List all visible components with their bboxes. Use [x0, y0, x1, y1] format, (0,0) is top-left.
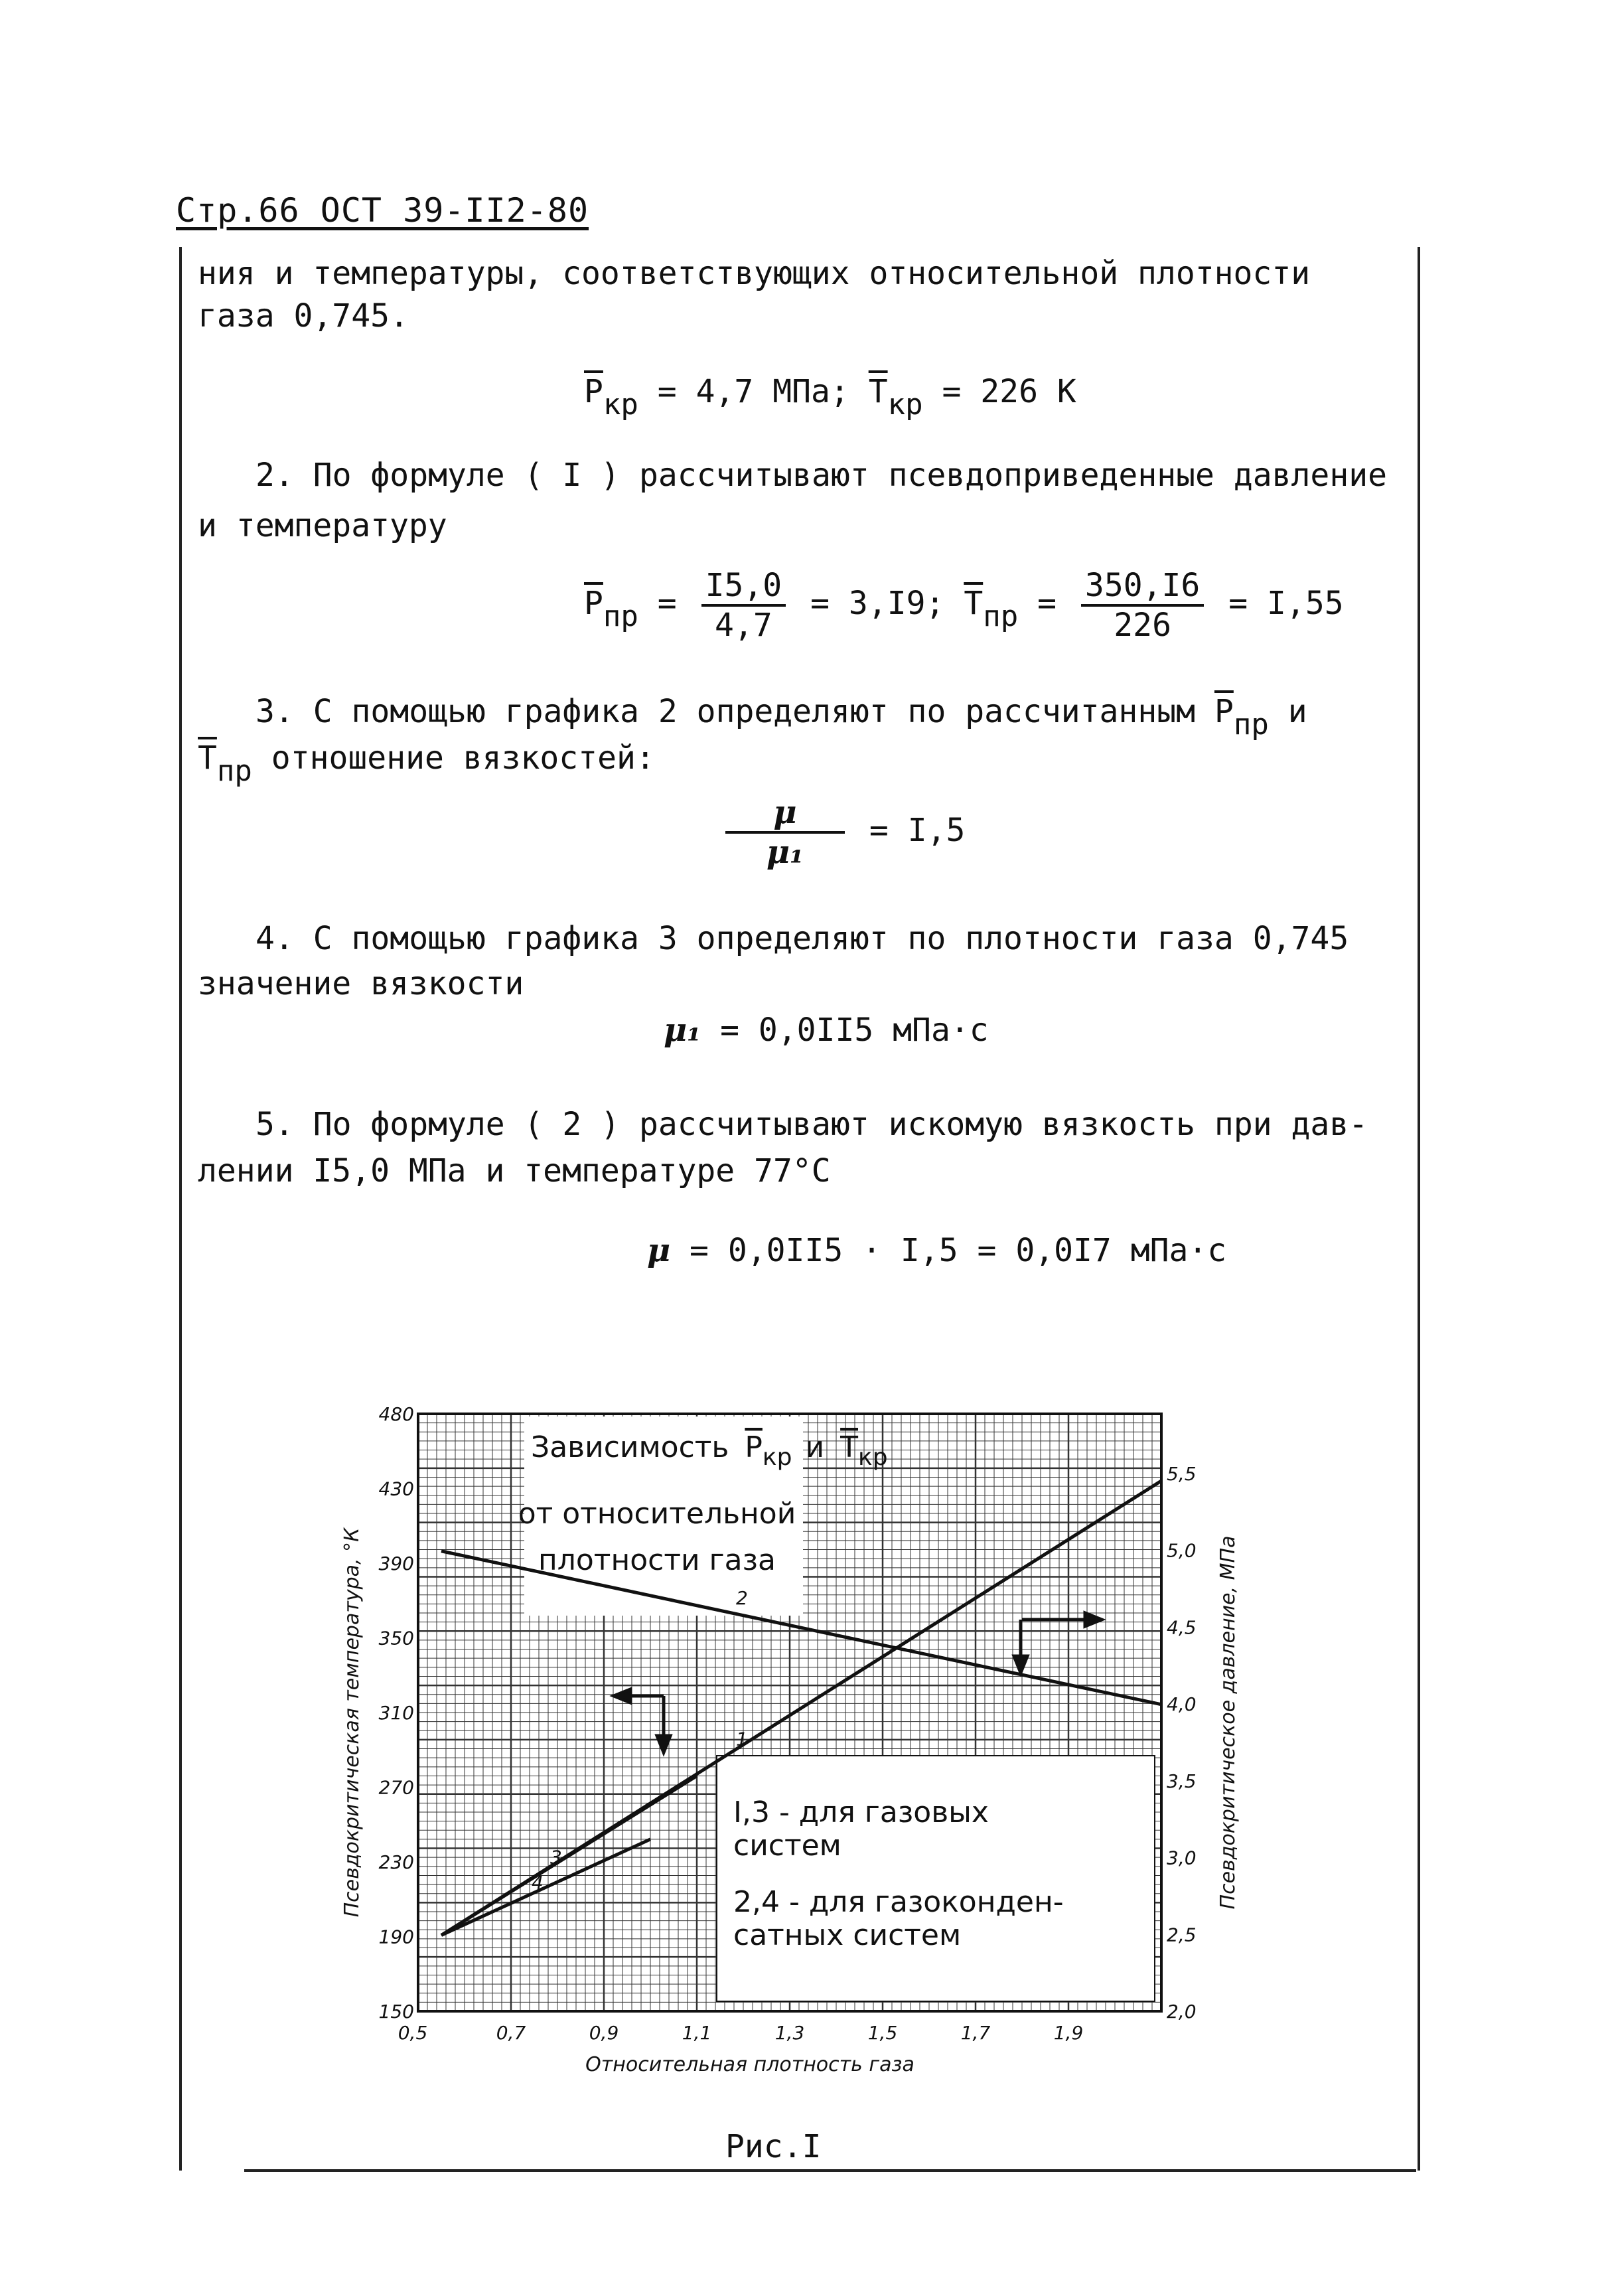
legend-line: систем: [733, 1829, 841, 1863]
x-tick-label: 0,9: [589, 2022, 619, 2044]
arrow-down-icon: [1014, 1656, 1027, 1673]
p-symbol: $\overline{P}$: [584, 585, 603, 622]
x-axis-label: Относительная плотность газа: [585, 2053, 914, 2076]
paragraph-line: ния и температуры, соответствующих относительной плотности: [198, 255, 1311, 292]
legend-box: [717, 1756, 1155, 2001]
arrow-right-icon: [1085, 1613, 1102, 1626]
y-axis-left-label: Псевдокритическая температура, °К: [340, 1527, 364, 1918]
p-subscript: пр: [603, 599, 638, 633]
t-result: = I,55: [1228, 585, 1344, 622]
arrow-left-icon: [614, 1689, 630, 1703]
y-right-tick-label: 5,0: [1167, 1539, 1197, 1562]
arrow-down-icon: [657, 1736, 670, 1752]
x-tick-label: 1,9: [1053, 2022, 1084, 2044]
y-left-tick-label: 480: [378, 1403, 414, 1425]
text: и: [1287, 693, 1307, 730]
equation-mu1: [664, 1012, 989, 1049]
p-subscript: кр: [603, 388, 638, 421]
y-left-tick-label: 150: [378, 2001, 414, 2023]
fraction-mu: [725, 794, 845, 871]
fraction-p: [701, 567, 786, 644]
x-tick-label: 1,1: [682, 2022, 712, 2044]
numerator: μ: [725, 797, 845, 834]
x-tick-label: 1,5: [867, 2022, 898, 2044]
t-value: = 226 К: [942, 373, 1076, 410]
y-left-tick-label: 390: [378, 1553, 414, 1574]
y-left-tick-label: 230: [378, 1851, 414, 1873]
text: отношение вязкостей:: [271, 739, 655, 777]
x-tick-label: 0,5: [398, 2022, 428, 2044]
paragraph-line: значение вязкости: [198, 965, 524, 1002]
chart-title-line2: от относительной: [518, 1497, 796, 1531]
equals: =: [657, 585, 677, 622]
numerator: I5,0: [701, 570, 786, 607]
y-left-tick-label: 270: [378, 1776, 414, 1799]
chart-title-line3: плотности газа: [538, 1543, 776, 1577]
series-line-3: [441, 1776, 697, 1935]
equation-reduced: [584, 567, 1344, 644]
y-left-tick-label: 310: [378, 1702, 414, 1724]
y-right-tick-label: 3,0: [1167, 1847, 1197, 1869]
p-result: = 3,I9;: [810, 585, 945, 622]
arrow-markers: [614, 1613, 1102, 1752]
denominator: 226: [1114, 607, 1171, 644]
t-symbol: $\overline{T}$: [198, 739, 217, 777]
y-right-tick-label: 2,0: [1167, 2001, 1197, 2023]
mu1-result: = 0,0II5 мПа·с: [720, 1012, 989, 1049]
equation-result: [647, 1232, 1227, 1269]
critical-parameters-chart: [312, 1387, 1261, 2104]
p-value: = 4,7 МПа;: [657, 373, 849, 410]
y-right-tick-label: 2,5: [1167, 1924, 1197, 1946]
legend-line: 2,4 - для газоконден-: [733, 1885, 1064, 1919]
p-symbol: $\overline{P}$: [584, 373, 603, 410]
y-right-tick-label: 5,5: [1167, 1463, 1197, 1485]
series-label-2: 2: [736, 1587, 748, 1610]
y-left-tick-label: 430: [378, 1478, 414, 1500]
series-label-3: 3: [550, 1846, 562, 1869]
mu1-symbol: μ₁: [664, 1012, 701, 1049]
y-right-tick-label: 4,0: [1167, 1693, 1197, 1716]
legend-line: I,3 - для газовых: [733, 1796, 989, 1829]
fraction-t: [1081, 567, 1204, 644]
x-tick-label: 0,7: [496, 2022, 526, 2044]
legend-line: сатных систем: [733, 1918, 962, 1952]
paragraph-line: [256, 693, 1307, 741]
t-subscript: кр: [887, 388, 923, 421]
equals: =: [1037, 585, 1057, 622]
equation-viscosity-ratio: [720, 794, 966, 871]
series-label-1: 1: [736, 1728, 748, 1750]
denominator: μ₁: [766, 834, 804, 871]
bottom-rule: [244, 2169, 1416, 2172]
numerator: 350,I6: [1081, 570, 1204, 607]
t-subscript: пр: [983, 599, 1019, 633]
text: 3. С помощью графика 2 определяют по рассчитанным: [256, 693, 1196, 730]
ratio-result: = I,5: [869, 812, 966, 849]
paragraph-line: газа 0,745.: [198, 297, 409, 335]
t-symbol: $\overline{T}$: [868, 373, 888, 410]
paragraph-line: 2. По формуле ( I ) рассчитывают псевдоприведенные давление: [256, 457, 1388, 494]
x-tick-label: 1,3: [774, 2022, 805, 2044]
t-symbol: $\overline{T}$: [964, 585, 984, 622]
mu-symbol: μ: [647, 1232, 671, 1269]
p-symbol: $\overline{P}$: [1214, 693, 1234, 730]
y-right-tick-label: 4,5: [1167, 1616, 1197, 1639]
paragraph-line: и температуру: [198, 507, 447, 544]
paragraph-line: лении I5,0 МПа и температуре 77°С: [198, 1152, 831, 1189]
page-header: Стр.66 ОСТ 39-II2-80: [176, 191, 589, 230]
equation-critical: [584, 373, 1076, 421]
t-subscript: пр: [216, 754, 252, 788]
y-left-tick-label: 350: [378, 1627, 414, 1649]
y-right-tick-label: 3,5: [1167, 1770, 1197, 1792]
mu-result: = 0,0II5 · I,5 = 0,0I7 мПа·с: [690, 1232, 1227, 1269]
p-subscript: пр: [1233, 708, 1269, 741]
y-left-tick-label: 190: [378, 1926, 414, 1948]
paragraph-line: 4. С помощью графика 3 определяют по плотности газа 0,745: [256, 920, 1349, 957]
x-tick-label: 1,7: [960, 2022, 991, 2044]
denominator: 4,7: [715, 607, 772, 644]
paragraph-line: [198, 739, 655, 788]
paragraph-line: 5. По формуле ( 2 ) рассчитывают искомую вязкость при дав-: [256, 1106, 1368, 1143]
series-label-4: 4: [532, 1871, 544, 1894]
figure-caption: Рис.I: [725, 2128, 822, 2165]
chart-title-line1: Зависимость $P_{кр}$ и $T_{кр}$: [531, 1430, 888, 1471]
y-axis-right-label: Псевдокритическое давление, МПа: [1216, 1535, 1240, 1910]
